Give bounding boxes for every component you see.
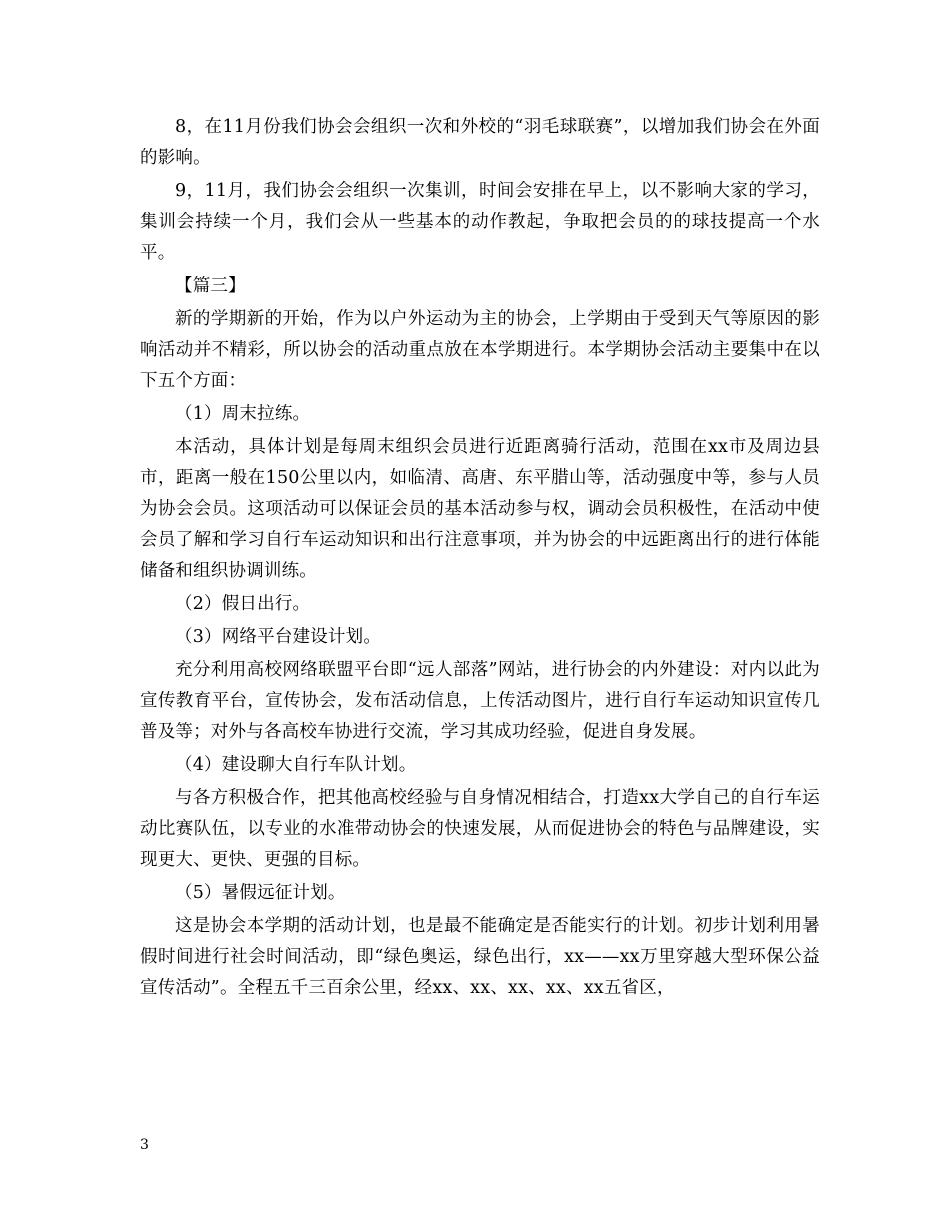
paragraph-item-8: 8，在11月份我们协会会组织一次和外校的“羽毛球联赛”，以增加我们协会在外面的影响。 bbox=[140, 117, 820, 168]
list-heading-network-platform: （3）网络平台建设计划。 bbox=[175, 627, 382, 647]
list-heading-weekend-training: （1）周末拉练。 bbox=[175, 404, 311, 424]
list-heading-holiday-trip: （2）假日出行。 bbox=[175, 594, 311, 614]
section-heading-part-three: 【篇三】 bbox=[175, 276, 246, 296]
document-body bbox=[140, 112, 820, 1004]
paragraph-network-platform: 充分利用高校网络联盟平台即“远人部落”网站，进行协会的内外建设：对内以此为宣传教育平台，宣传协会，发布活动信息，上传活动图片，进行自行车运动知识宣传几普及等；对外与各高校车协进行交流，学习其成功经验，促进自身发展。 bbox=[140, 660, 820, 742]
list-heading-cycling-team: （4）建设聊大自行车队计划。 bbox=[175, 755, 417, 775]
page-number: 3 bbox=[140, 1137, 149, 1153]
paragraph-intro: 新的学期新的开始，作为以户外运动为主的协会，上学期由于受到天气等原因的影响活动并不精彩，所以协会的活动重点放在本学期进行。本学期协会活动主要集中在以下五个方面： bbox=[140, 309, 820, 391]
list-heading-summer-expedition: （5）暑假远征计划。 bbox=[175, 883, 346, 903]
paragraph-weekend-training: 本活动，具体计划是每周末组织会员进行近距离骑行活动，范围在xx市及周边县市，距离一般在150公里以内，如临清、高唐、东平腊山等，活动强度中等，参与人员为协会会员。这项活动可以保证会员的基本活动参与权，调动会员积极性，在活动中使会员了解和学习自行车运动知识和出行注意事项，并为协会的中远距离出行的进行体能储备和组织协调训练。 bbox=[140, 437, 820, 581]
paragraph-item-9: 9，11月，我们协会会组织一次集训，时间会安排在早上，以不影响大家的学习，集训会持续一个月，我们会从一些基本的动作教起，争取把会员的的球技提高一个水平。 bbox=[140, 181, 820, 263]
paragraph-cycling-team: 与各方积极合作，把其他高校经验与自身情况相结合，打造xx大学自己的自行车运动比赛队伍，以专业的水准带动协会的快速发展，从而促进协会的特色与品牌建设，实现更大、更快、更强的目标。 bbox=[140, 788, 820, 870]
paragraph-summer-expedition: 这是协会本学期的活动计划，也是最不能确定是否能实行的计划。初步计划利用暑假时间进行社会时间活动，即“绿色奥运，绿色出行，xx——xx万里穿越大型环保公益宣传活动”。全程五千三百余公里，经xx、xx、xx、xx、xx五省区， bbox=[140, 916, 820, 998]
